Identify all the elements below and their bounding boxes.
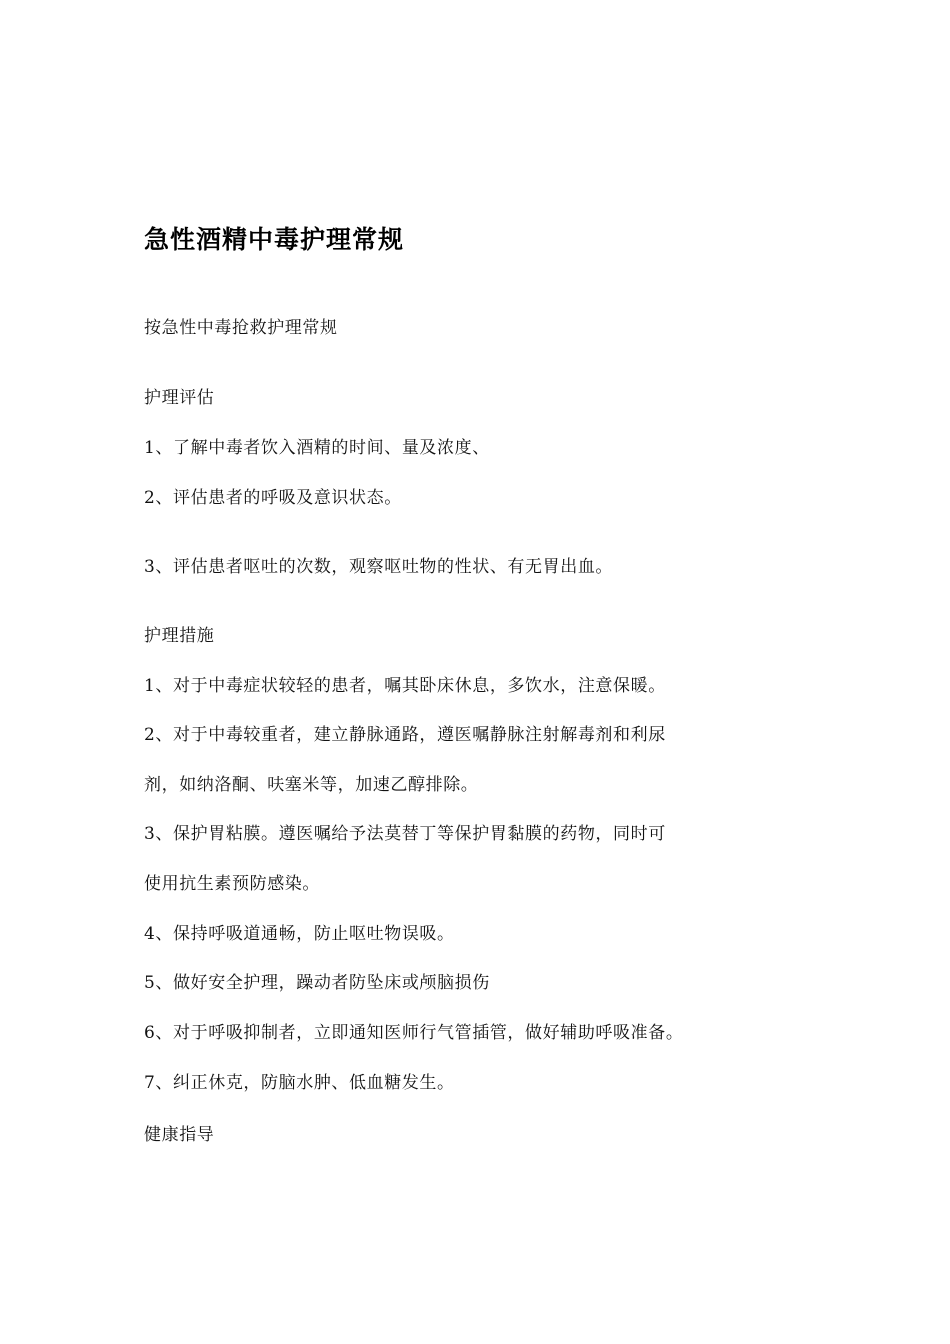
assessment-item: 1、了解中毒者饮入酒精的时间、量及浓度、 (144, 438, 490, 458)
measures-line: 7、纠正休克，防脑水肿、低血糖发生。 (144, 1073, 455, 1093)
assessment-item: 2、评估患者的呼吸及意识状态。 (144, 488, 402, 508)
measures-line: 1、对于中毒症状较轻的患者，嘱其卧床休息，多饮水，注意保暖。 (144, 676, 666, 696)
measures-line: 剂，如纳洛酮、呋塞米等，加速乙醇排除。 (144, 775, 479, 795)
intro-text: 按急性中毒抢救护理常规 (144, 318, 338, 338)
education-heading: 健康指导 (144, 1125, 215, 1145)
assessment-item: 3、评估患者呕吐的次数，观察呕吐物的性状、有无胃出血。 (144, 557, 614, 577)
measures-line: 使用抗生素预防感染。 (144, 874, 320, 894)
measures-line: 5、做好安全护理，躁动者防坠床或颅脑损伤 (144, 973, 490, 993)
assessment-heading: 护理评估 (144, 388, 215, 408)
measures-heading: 护理措施 (144, 626, 215, 646)
document-title: 急性酒精中毒护理常规 (144, 225, 405, 254)
measures-line: 6、对于呼吸抑制者，立即通知医师行气管插管，做好辅助呼吸准备。 (144, 1023, 684, 1043)
measures-line: 2、对于中毒较重者，建立静脉通路，遵医嘱静脉注射解毒剂和利尿 (144, 725, 666, 745)
measures-line: 3、保护胃粘膜。遵医嘱给予法莫替丁等保护胃黏膜的药物，同时可 (144, 824, 666, 844)
measures-line: 4、保持呼吸道通畅，防止呕吐物误吸。 (144, 924, 455, 944)
